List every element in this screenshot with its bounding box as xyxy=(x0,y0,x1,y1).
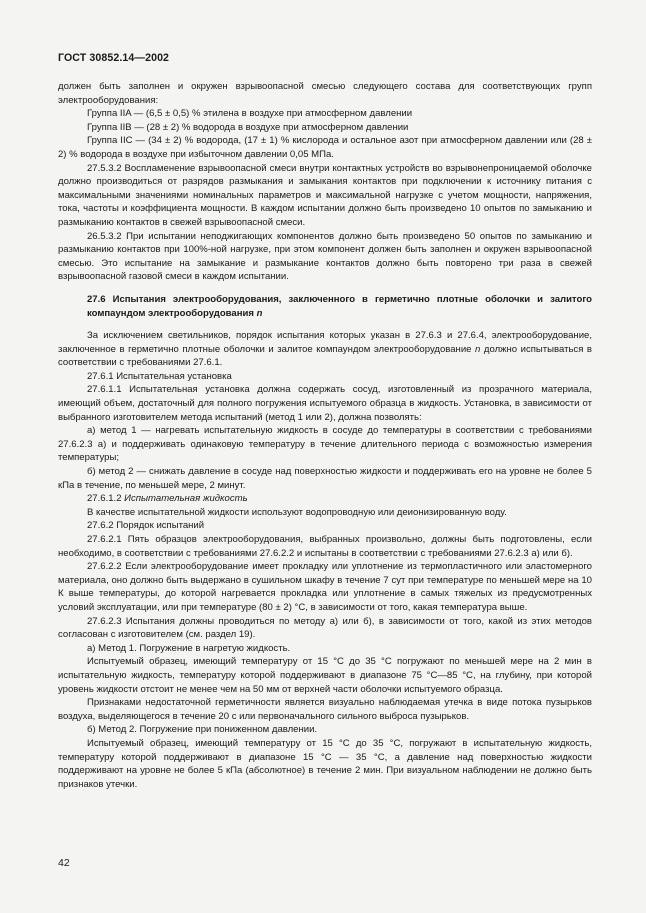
paragraph-text: За исключением светильников, порядок испытания которых указан в 27.6.3 и 27.6.4, электрооборудование, заключенное в герметично плотные оболочки и залитое компаундом электрооборудование xyxy=(58,330,592,355)
paragraph: Признаками недостаточной герметичности является визуально наблюдаемая утечка в виде потока пузырьков воздуха, выделяющегося в течение 20 с или первоначального сильного выброса пузырьков. xyxy=(58,697,592,722)
page-header-title: ГОСТ 30852.14—2002 xyxy=(58,52,170,64)
section-heading-italic: n xyxy=(256,307,263,319)
section-heading-text: 27.6 Испытания электрооборудования, заключенного в герметично плотные оболочки и залитого компаундом электрооборудования xyxy=(87,293,592,319)
paragraph: 27.6.2.2 Если электрооборудование имеет прокладку или уплотнение из термопластичного или эластомерного материала, оно должно быть выдержано в сушильном шкафу в течение 7 сут при температуре по меньшей мере на 10 К выше температуры, до которой нагревается прокладка или уплотнение в самых тяжелых из предусмотренных условий эксплуатации, или при температуре (80 ± 2) °C, в зависимости от того, какая температура выше. xyxy=(58,561,592,613)
subheading: 27.6.1 Испытательная установка xyxy=(87,370,232,382)
subheading: 27.6.2 Порядок испытаний xyxy=(87,520,205,532)
paragraph: 27.6.2.1 Пять образцов электрооборудования, выбранных произвольно, должны быть подготовлены, если необходимо, в соответствии с требованиями 27.6.2.2 и испытаны в соответствии с требованиями 27.6.2.3 а) или б). xyxy=(58,534,592,559)
paragraph: 27.5.3.2 Воспламенение взрывоопасной смеси внутри контактных устройств во взрывонепроницаемой оболочке должно производиться от разрядов размыкания и замыкания контактов при подключении к источнику питания с максимальными значениями номинальных параметров и максимальной нагрузке с учетом мощности, напряжения, тока, частоты и коэффициента мощности. В каждом испытании должно быть произведено 10 опытов по замыканию и размыканию контактов в свежей взрывоопасной смеси. xyxy=(58,162,592,228)
paragraph: а) метод 1 — нагревать испытательную жидкость в сосуде до температуры в соответствии с требованиями 27.6.2.3 а) и поддерживать одинаковую температуру в течение длительного периода с возможностью измерения температуры; xyxy=(58,425,592,464)
document-body xyxy=(58,80,592,791)
paragraph: Группа IIA — (6,5 ± 0,5) % этилена в воздухе при атмосферном давлении xyxy=(87,108,413,120)
paragraph-italic: n xyxy=(475,343,481,355)
paragraph: 27.6.1.1 Испытательная установка должна содержать сосуд, изготовленный из прозрачного материала, имеющий объем, достаточный для полного погружения испытуемого образца в жидкость. Установка, в зависимости от выбранного изготовителем метода испытаний (метод 1 или 2), должна позволять: xyxy=(58,384,592,423)
paragraph: Группа IIC — (34 ± 2) % водорода, (17 ± 1) % кислорода и остальное азот при атмосферном давлении или (28 ± 2) % водорода в воздухе при избыточном давлении 0,05 МПа. xyxy=(58,135,592,160)
section-heading xyxy=(58,293,592,320)
paragraph: Группа IIB — (28 ± 2) % водорода в воздухе при атмосферном давлении xyxy=(87,121,409,133)
paragraph: б) метод 2 — снижать давление в сосуде над поверхностью жидкости и поддерживать его на уровне не более 5 кПа в течение, по меньшей мере, 2 минут. xyxy=(58,466,592,491)
subheading-number: 27.6.1.2 xyxy=(87,493,125,505)
paragraph: должен быть заполнен и окружен взрывоопасной смесью следующего состава для соответствующих групп электрооборудования: xyxy=(58,81,592,106)
paragraph: а) Метод 1. Погружение в нагретую жидкость. xyxy=(87,642,291,654)
paragraph xyxy=(58,329,592,370)
paragraph: б) Метод 2. Погружение при пониженном давлении. xyxy=(87,724,318,736)
paragraph: 26.5.3.2 При испытании неподжигающих компонентов должно быть произведено 50 опытов по замыканию и размыканию контактов при 100%-ной нагрузке, при этом компонент должен быть заполнен и окружен взрывоопасной смесью. Это испытание на замыкание и размыкание контактов должно быть повторено три раза в свежей взрывоопасной газовой смеси в каждом испытании. xyxy=(58,230,592,283)
page-number: 42 xyxy=(58,857,70,869)
paragraph: Испытуемый образец, имеющий температуру от 15 °C до 35 °C погружают по меньшей мере на 2 мин в испытательную жидкость, температуру которой поддерживают в диапазоне 75 °C—85 °C, на глубину, при которой уровень жидкости отстоит не менее чем на 50 мм от верхней части оболочки испытуемого образца. xyxy=(58,656,592,695)
paragraph: В качестве испытательной жидкости используют водопроводную или деионизированную воду. xyxy=(87,506,507,518)
paragraph-text: должно испытываться в соответствии с требованиями 27.6.1. xyxy=(58,343,592,369)
subheading-italic: Испытательная жидкость xyxy=(124,493,248,505)
paragraph: 27.6.2.3 Испытания должны проводиться по методу а) или б), в зависимости от того, какой из этих методов согласован с изготовителем (см. раздел 19). xyxy=(58,615,592,641)
paragraph: Испытуемый образец, имеющий температуру от 15 °C до 35 °C, погружают в испытательную жидкость, температуру которой поддерживают в диапазоне 15 °C — 35 °C, а давление над поверхностью жидкости поддерживают на уровне не более 5 кПа (абсолютное) в течение 2 мин. При визуальном наблюдении не должно быть признаков утечки. xyxy=(58,737,592,790)
subheading xyxy=(58,492,592,506)
